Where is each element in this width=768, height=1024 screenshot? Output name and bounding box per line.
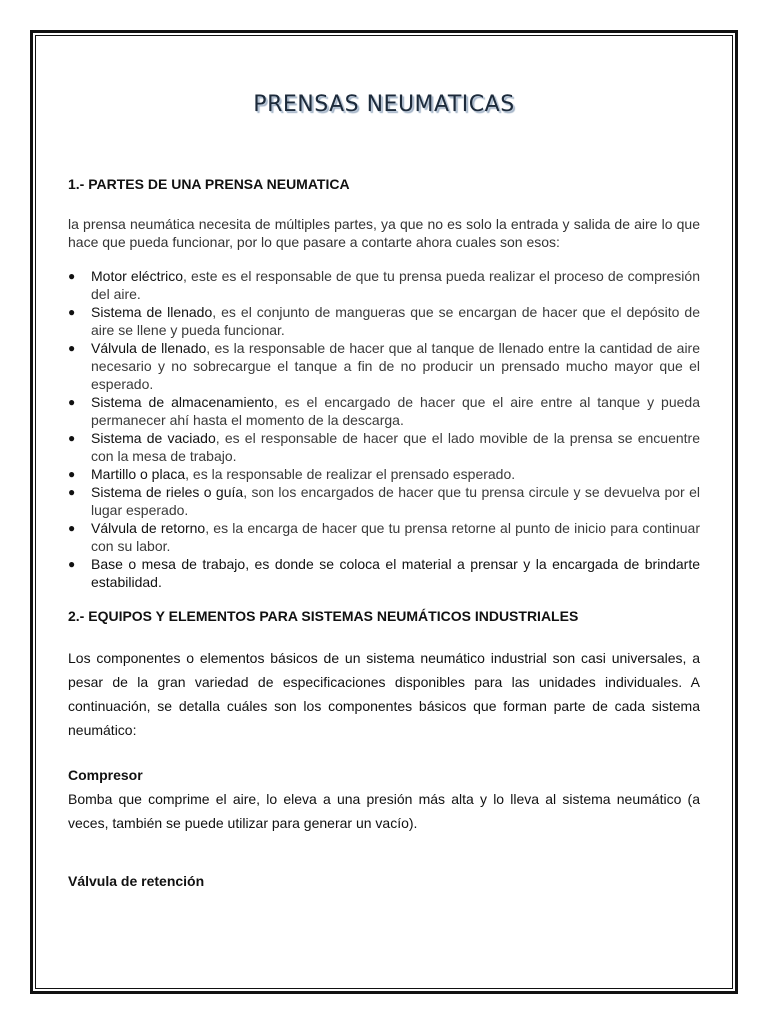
- bullet-icon: ●: [68, 431, 76, 445]
- bullet-icon: ●: [68, 557, 76, 571]
- section1-intro: la prensa neumática necesita de múltiples partes, ya que no es solo la entrada y salida de aire lo que hace que pueda funcionar, por lo que pasare a contarte ahora cuales son esos:: [68, 216, 700, 250]
- bullet-icon: ●: [68, 395, 76, 409]
- bullet-icon: ●: [68, 521, 76, 535]
- list-item: [68, 339, 700, 393]
- list-item-term: Válvula de retorno: [91, 520, 206, 536]
- valvula-retencion-heading: Válvula de retención: [68, 873, 205, 889]
- list-item: [68, 429, 700, 465]
- compresor-text: Bomba que comprime el aire, lo eleva a una presión más alta y lo lleva al sistema neumático (a veces, también se puede utilizar para generar un vacío).: [68, 791, 700, 831]
- list-item-term: Martillo o placa: [91, 466, 186, 482]
- list-item-term: Sistema de vaciado: [91, 430, 216, 446]
- bullet-icon: ●: [68, 269, 76, 283]
- list-item-term: Base o mesa de trabajo: [91, 556, 246, 572]
- bullet-icon: ●: [68, 341, 76, 355]
- list-item-desc: , son los encargados de hacer que tu prensa circule y se devuelva por el lugar esperado.: [91, 484, 700, 518]
- list-item-desc: , es el conjunto de mangueras que se encargan de hacer que el depósito de aire se llene y pueda funcionar.: [91, 304, 700, 338]
- parts-list: [68, 267, 700, 591]
- list-item-desc: , es la encarga de hacer que tu prensa retorne al punto de inicio para continuar con su labor.: [91, 520, 700, 554]
- list-item: [68, 483, 700, 519]
- list-item-desc: , es el responsable de hacer que el lado movible de la prensa se encuentre con la mesa de trabajo.: [91, 430, 700, 464]
- section2-intro: Los componentes o elementos básicos de un sistema neumático industrial son casi universales, a pesar de la gran variedad de especificaciones disponibles para las unidades individuales. A continuación, se detalla cuáles son los componentes básicos que forman parte de cada sistema neumático:: [68, 650, 700, 738]
- document-title: PRENSAS NEUMATICAS: [253, 92, 515, 117]
- list-item-desc: , es donde se coloca el material a prensar y la encargada de brindarte estabilidad.: [91, 556, 701, 590]
- list-item: [68, 267, 700, 303]
- compresor-heading: Compresor: [68, 767, 143, 783]
- list-item-term: Sistema de almacenamiento: [91, 394, 274, 410]
- list-item: [68, 303, 700, 339]
- list-item-desc: , este es el responsable de que tu prensa pueda realizar el proceso de compresión del aire.: [91, 268, 700, 302]
- section2-heading: 2.- EQUIPOS Y ELEMENTOS PARA SISTEMAS NEUMÁTICOS INDUSTRIALES: [68, 608, 579, 624]
- parts-list-container: [68, 267, 700, 591]
- bullet-icon: ●: [68, 485, 76, 499]
- list-item: [68, 393, 700, 429]
- list-item-desc: , es la responsable de realizar el prensado esperado.: [185, 466, 516, 482]
- list-item-desc: , es la responsable de hacer que al tanque de llenado entre la cantidad de aire necesario y no sobrecargue el tanque a fin de no producir un prensado mucho mayor que el esperado.: [91, 340, 701, 392]
- list-item: [68, 555, 700, 591]
- list-item: [68, 519, 700, 555]
- list-item-term: Válvula de llenado: [91, 340, 207, 356]
- list-item: [68, 465, 700, 483]
- list-item-term: Motor eléctrico: [91, 268, 184, 284]
- bullet-icon: ●: [68, 467, 76, 481]
- section1-heading: 1.- PARTES DE UNA PRENSA NEUMATICA: [68, 176, 350, 192]
- list-item-term: Sistema de rieles o guía: [91, 484, 244, 500]
- bullet-icon: ●: [68, 305, 76, 319]
- list-item-desc: , es el encargado de hacer que el aire entre al tanque y pueda permanecer ahí hasta el momento de la descarga.: [91, 394, 700, 428]
- list-item-term: Sistema de llenado: [91, 304, 213, 320]
